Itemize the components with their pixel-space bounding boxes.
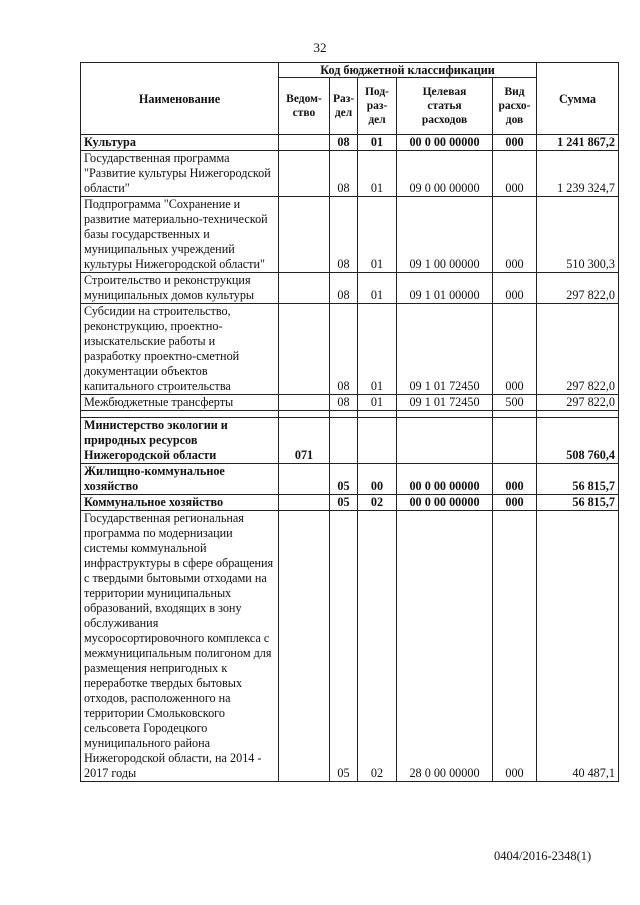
row-department-cell bbox=[279, 151, 330, 197]
row-section-cell: 08 bbox=[330, 304, 358, 395]
row-target-article-cell: 09 1 00 00000 bbox=[397, 197, 493, 273]
row-section-cell: 08 bbox=[330, 197, 358, 273]
budget-table bbox=[80, 62, 619, 782]
empty-cell bbox=[493, 411, 537, 418]
row-sum-cell: 297 822,0 bbox=[537, 395, 619, 411]
empty-cell bbox=[330, 411, 358, 418]
empty-cell bbox=[81, 411, 279, 418]
row-name-cell: Государственная региональная программа по модернизации системы коммунальной инфраструктуры в сфере обращения с твердыми бытовыми отходами на территории муниципальных образований, входящих в зону обслуживания мусоросортировочного комплекса с межмуниципальным полигоном для размещения непригодных к переработке твердых бытовых отходов, расположенного на территории Смольковского сельсовета Городецкого муниципального района Нижегородской области, на 2014 - 2017 годы bbox=[81, 511, 279, 782]
row-department-cell bbox=[279, 304, 330, 395]
row-subsection-cell bbox=[358, 418, 397, 464]
table-row bbox=[81, 511, 619, 782]
row-expense-type-cell: 000 bbox=[493, 304, 537, 395]
table-header bbox=[81, 63, 619, 135]
header-department: Ведом- ство bbox=[279, 78, 330, 135]
row-expense-type-cell: 000 bbox=[493, 151, 537, 197]
row-section-cell: 05 bbox=[330, 511, 358, 782]
table-row bbox=[81, 273, 619, 304]
header-classification-group: Код бюджетной классификации bbox=[279, 63, 537, 78]
row-expense-type-cell bbox=[493, 418, 537, 464]
row-section-cell: 08 bbox=[330, 151, 358, 197]
row-name-cell: Министерство экологии и природных ресурсов Нижегородской области bbox=[81, 418, 279, 464]
row-target-article-cell: 00 0 00 00000 bbox=[397, 495, 493, 511]
row-section-cell: 08 bbox=[330, 273, 358, 304]
row-department-cell bbox=[279, 197, 330, 273]
row-subsection-cell: 01 bbox=[358, 273, 397, 304]
row-department-cell bbox=[279, 395, 330, 411]
table-row bbox=[81, 395, 619, 411]
table-row bbox=[81, 304, 619, 395]
empty-cell bbox=[358, 411, 397, 418]
row-name-cell: Субсидии на строительство, реконструкцию, проектно-изыскательские работы и разработку проектно-сметной документации объектов капитального строительства bbox=[81, 304, 279, 395]
row-subsection-cell: 02 bbox=[358, 495, 397, 511]
row-department-cell bbox=[279, 495, 330, 511]
empty-cell bbox=[279, 411, 330, 418]
row-sum-cell: 297 822,0 bbox=[537, 273, 619, 304]
row-expense-type-cell: 000 bbox=[493, 495, 537, 511]
row-subsection-cell: 00 bbox=[358, 464, 397, 495]
row-target-article-cell: 00 0 00 00000 bbox=[397, 135, 493, 151]
row-target-article-cell: 28 0 00 00000 bbox=[397, 511, 493, 782]
row-target-article-cell: 09 0 00 00000 bbox=[397, 151, 493, 197]
row-sum-cell: 56 815,7 bbox=[537, 464, 619, 495]
table-row bbox=[81, 151, 619, 197]
row-subsection-cell: 02 bbox=[358, 511, 397, 782]
header-section: Раз- дел bbox=[330, 78, 358, 135]
row-section-cell: 08 bbox=[330, 395, 358, 411]
row-expense-type-cell: 000 bbox=[493, 197, 537, 273]
row-subsection-cell: 01 bbox=[358, 395, 397, 411]
row-department-cell: 071 bbox=[279, 418, 330, 464]
row-name-cell: Государственная программа "Развитие культуры Нижегородской области" bbox=[81, 151, 279, 197]
row-sum-cell: 297 822,0 bbox=[537, 304, 619, 395]
row-target-article-cell: 09 1 01 72450 bbox=[397, 304, 493, 395]
header-subsection: Под- раз- дел bbox=[358, 78, 397, 135]
row-subsection-cell: 01 bbox=[358, 135, 397, 151]
row-target-article-cell: 00 0 00 00000 bbox=[397, 464, 493, 495]
row-subsection-cell: 01 bbox=[358, 197, 397, 273]
table-row bbox=[81, 464, 619, 495]
row-name-cell: Коммунальное хозяйство bbox=[81, 495, 279, 511]
row-section-cell bbox=[330, 418, 358, 464]
row-department-cell bbox=[279, 273, 330, 304]
row-target-article-cell: 09 1 01 00000 bbox=[397, 273, 493, 304]
row-sum-cell: 40 487,1 bbox=[537, 511, 619, 782]
table-spacer-row bbox=[81, 411, 619, 418]
row-department-cell bbox=[279, 135, 330, 151]
table-row bbox=[81, 135, 619, 151]
table-row bbox=[81, 418, 619, 464]
row-sum-cell: 510 300,3 bbox=[537, 197, 619, 273]
row-target-article-cell: 09 1 01 72450 bbox=[397, 395, 493, 411]
row-subsection-cell: 01 bbox=[358, 304, 397, 395]
row-section-cell: 05 bbox=[330, 464, 358, 495]
row-expense-type-cell: 000 bbox=[493, 135, 537, 151]
header-name: Наименование bbox=[81, 63, 279, 135]
empty-cell bbox=[397, 411, 493, 418]
row-name-cell: Подпрограмма "Сохранение и развитие материально-технической базы государственных и муниципальных учреждений культуры Нижегородской области" bbox=[81, 197, 279, 273]
row-expense-type-cell: 500 bbox=[493, 395, 537, 411]
header-expense-type: Вид расхо- дов bbox=[493, 78, 537, 135]
header-target-article: Целевая статья расходов bbox=[397, 78, 493, 135]
table-body bbox=[81, 135, 619, 782]
row-sum-cell: 56 815,7 bbox=[537, 495, 619, 511]
empty-cell bbox=[537, 411, 619, 418]
row-sum-cell: 508 760,4 bbox=[537, 418, 619, 464]
table-row bbox=[81, 495, 619, 511]
row-expense-type-cell: 000 bbox=[493, 273, 537, 304]
row-expense-type-cell: 000 bbox=[493, 464, 537, 495]
row-sum-cell: 1 241 867,2 bbox=[537, 135, 619, 151]
page-number: 32 bbox=[313, 40, 327, 55]
row-name-cell: Межбюджетные трансферты bbox=[81, 395, 279, 411]
row-name-cell: Жилищно-коммунальное хозяйство bbox=[81, 464, 279, 495]
row-name-cell: Культура bbox=[81, 135, 279, 151]
header-sum: Сумма bbox=[537, 63, 619, 135]
row-target-article-cell bbox=[397, 418, 493, 464]
row-section-cell: 08 bbox=[330, 135, 358, 151]
row-department-cell bbox=[279, 511, 330, 782]
row-department-cell bbox=[279, 464, 330, 495]
table-row bbox=[81, 197, 619, 273]
row-subsection-cell: 01 bbox=[358, 151, 397, 197]
row-section-cell: 05 bbox=[330, 495, 358, 511]
document-code: 0404/2016-2348(1) bbox=[494, 849, 592, 863]
row-sum-cell: 1 239 324,7 bbox=[537, 151, 619, 197]
row-expense-type-cell: 000 bbox=[493, 511, 537, 782]
row-name-cell: Строительство и реконструкция муниципальных домов культуры bbox=[81, 273, 279, 304]
